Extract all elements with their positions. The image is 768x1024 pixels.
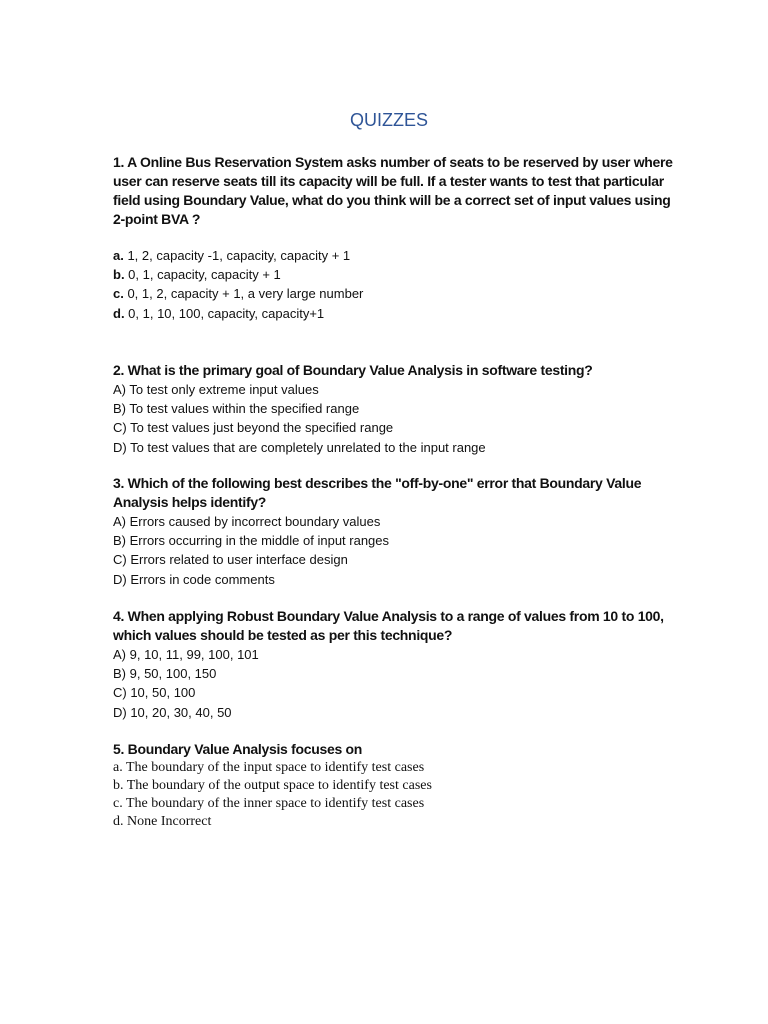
option-d: D) 10, 20, 30, 40, 50 [113, 704, 232, 720]
question-5 [113, 740, 673, 831]
option-a: a. The boundary of the input space to identify test cases [113, 760, 425, 775]
option-d: d. None Incorrect [113, 814, 212, 829]
page-title: QUIZZES [349, 110, 428, 130]
option-b: b. 0, 1, capacity, capacity + 1 [113, 267, 281, 283]
question-1-text: 1. A Online Bus Reservation System asks number of seats to be reserved by user where user can reserve seats till its capacity will be full. If a tester wants to test that particular field using Boundary Value, what do you think will be a correct set of input values using 2-point BVA ? [113, 154, 673, 227]
option-a: A) Errors caused by incorrect boundary values [113, 514, 381, 529]
question-1 [113, 153, 673, 323]
question-2 [113, 361, 673, 457]
option-c: C) 10, 50, 100 [113, 685, 196, 701]
option-d: d. 0, 1, 10, 100, capacity, capacity+1 [113, 305, 325, 321]
question-3-options [113, 512, 673, 589]
option-b: B) Errors occurring in the middle of input ranges [113, 533, 390, 549]
question-3 [113, 474, 673, 589]
question-2-text: 2. What is the primary goal of Boundary Value Analysis in software testing? [113, 362, 593, 378]
option-b: B) 9, 50, 100, 150 [113, 666, 217, 682]
question-2-options [113, 380, 673, 457]
option-c: c. The boundary of the inner space to identify test cases [113, 796, 425, 811]
option-c: C) To test values just beyond the specified range [113, 420, 394, 436]
question-3-text: 3. Which of the following best describes the "off-by-one" error that Boundary Value Analysis helps identify? [113, 475, 642, 510]
question-4-text: 4. When applying Robust Boundary Value Analysis to a range of values from 10 to 100, which values should be tested as per this technique? [113, 608, 664, 643]
option-a: a. 1, 2, capacity -1, capacity, capacity + 1 [113, 248, 351, 263]
option-a: A) To test only extreme input values [113, 382, 319, 397]
question-5-text: 5. Boundary Value Analysis focuses on [113, 741, 363, 757]
option-d: D) Errors in code comments [113, 571, 275, 587]
option-d: D) To test values that are completely unrelated to the input range [113, 439, 486, 455]
option-c: C) Errors related to user interface design [113, 552, 348, 568]
option-b: b. The boundary of the output space to identify test cases [113, 778, 432, 793]
question-1-options [113, 246, 673, 323]
question-5-options [113, 759, 673, 831]
question-4 [113, 607, 673, 722]
option-a: A) 9, 10, 11, 99, 100, 101 [113, 647, 259, 662]
option-b: B) To test values within the specified range [113, 401, 360, 417]
question-4-options [113, 645, 673, 722]
option-c: c. 0, 1, 2, capacity + 1, a very large number [113, 286, 364, 302]
